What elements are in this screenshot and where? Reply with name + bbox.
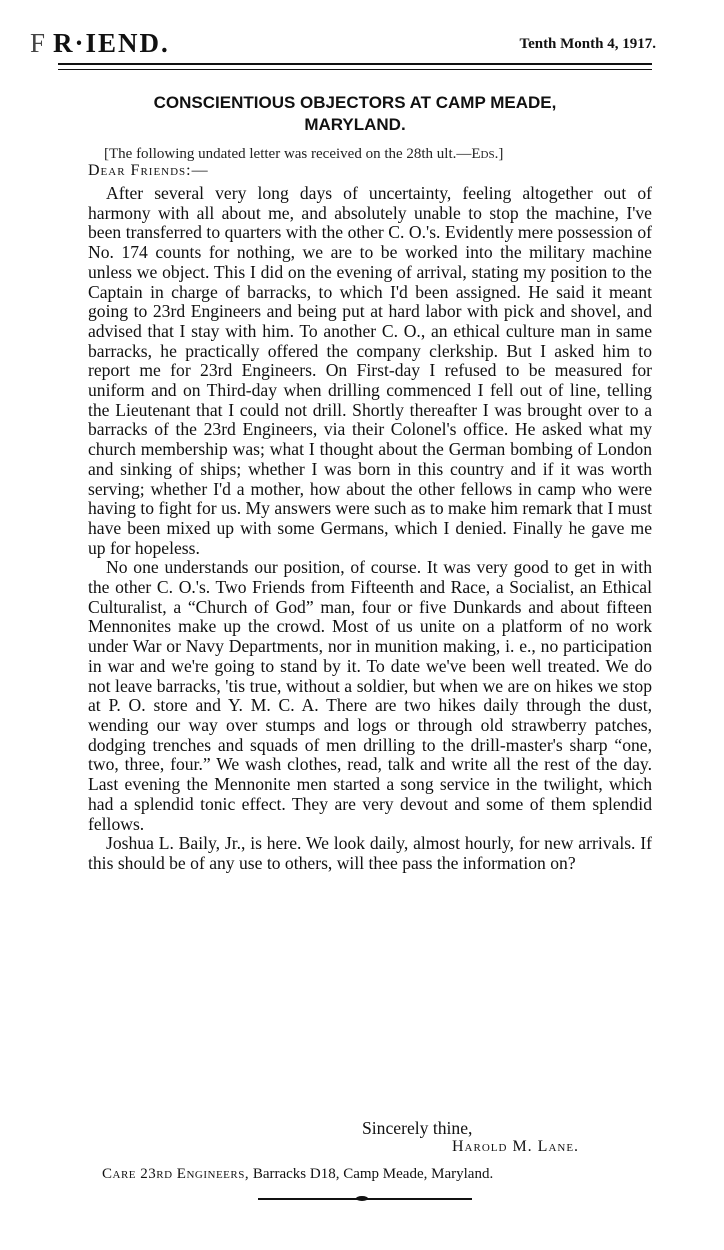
letter-paragraph-3: Joshua L. Baily, Jr., is here. We look daily, almost hourly, for new arrivals. If this should be of any use to others, will thee pass the information on?	[88, 833, 652, 873]
editor-note	[104, 146, 503, 163]
article-title	[58, 92, 652, 136]
stray-handwritten-mark: F	[30, 28, 48, 58]
article-title-line-2: MARYLAND.	[304, 115, 406, 134]
letter-paragraph-1: After several very long days of uncertainty, feeling altogether out of harmony with all about me, and absolutely unable to stop the machine, I've been transferred to quarters with the other C. O.'s. Evidently mere possession of No. 174 counts for nothing, we are to be worked into the military machine unless we object. This I did on the evening of arrival, stating my position to the Captain in charge of barracks, to which I'd been assigned. He said it meant going to 23rd Engineers and being put at hard labor with pick and shovel, and advised that I stay with him. To another C. O., an ethical culture man in same barracks, he practically offered the company clerkship. But I asked him to report me for 23rd Engineers. On First-day I refused to be measured for uniform and on Third-day when drilling commenced I fell out of line, telling the Lieutenant that I could not drill. Shortly thereafter I was brought over to a barracks of the 23rd Engineers, via their Colonel's office. He asked what my church membership was; what I thought about the German bombing of London and sinking of ships; whether I was born in this country and if it was worth serving; whether I'd a mother, how about the other fellows in camp who were having to fight for us. My answers were such as to make him remark that I must have been mixed up with some Germans, which I denied. Finally he gave me up for hopeless.	[88, 183, 652, 558]
article-end-rule	[258, 1198, 472, 1200]
address-detail: Barracks D18, Camp Meade, Maryland.	[249, 1166, 494, 1182]
masthead-title: R·IEND.	[53, 28, 170, 58]
editor-note-text: [The following undated letter was received on the 28th ult.—	[104, 146, 472, 162]
sender-address	[102, 1166, 493, 1183]
editor-note-eds: Eds.]	[471, 146, 504, 162]
letter-signature: Harold M. Lane.	[452, 1138, 580, 1155]
article-title-line-1: CONSCIENTIOUS OBJECTORS AT CAMP MEADE,	[153, 93, 557, 112]
page-header	[30, 28, 656, 62]
masthead	[30, 28, 170, 59]
address-care-of: Care 23rd Engineers,	[102, 1166, 250, 1182]
letter-salutation: Dear Friends:—	[88, 162, 209, 179]
letter-body	[88, 184, 652, 874]
issue-date: Tenth Month 4, 1917.	[519, 36, 656, 52]
letter-paragraph-2: No one understands our position, of course. It was very good to get in with the other C. O.'s. Two Friends from Fifteenth and Race, a Socialist, an Ethical Culturalist, a “Church of God” man, four or five Dunkards and about fifteen Mennonites make up the crowd. Most of us unite on a platform of no work under War or Navy Departments, nor in munition making, i. e., no participation in war and we're going to stand by it. To date we've been well treated. We do not leave barracks, 'tis true, without a soldier, but when we are on hikes we stop at P. O. store and Y. M. C. A. There are two hikes daily through the dust, wending our way over stumps and logs or through old strawberry patches, dodging trenches and squads of men drilling to the drill-master's sharp “one, two, three, four.” We wash clothes, read, talk and write all the rest of the day. Last evening the Mennonite men started a song service in the twilight, which had a splendid tonic effect. They are very devout and some of them splendid fellows.	[88, 557, 652, 834]
header-divider	[58, 63, 652, 70]
letter-closing: Sincerely thine,	[362, 1118, 473, 1138]
